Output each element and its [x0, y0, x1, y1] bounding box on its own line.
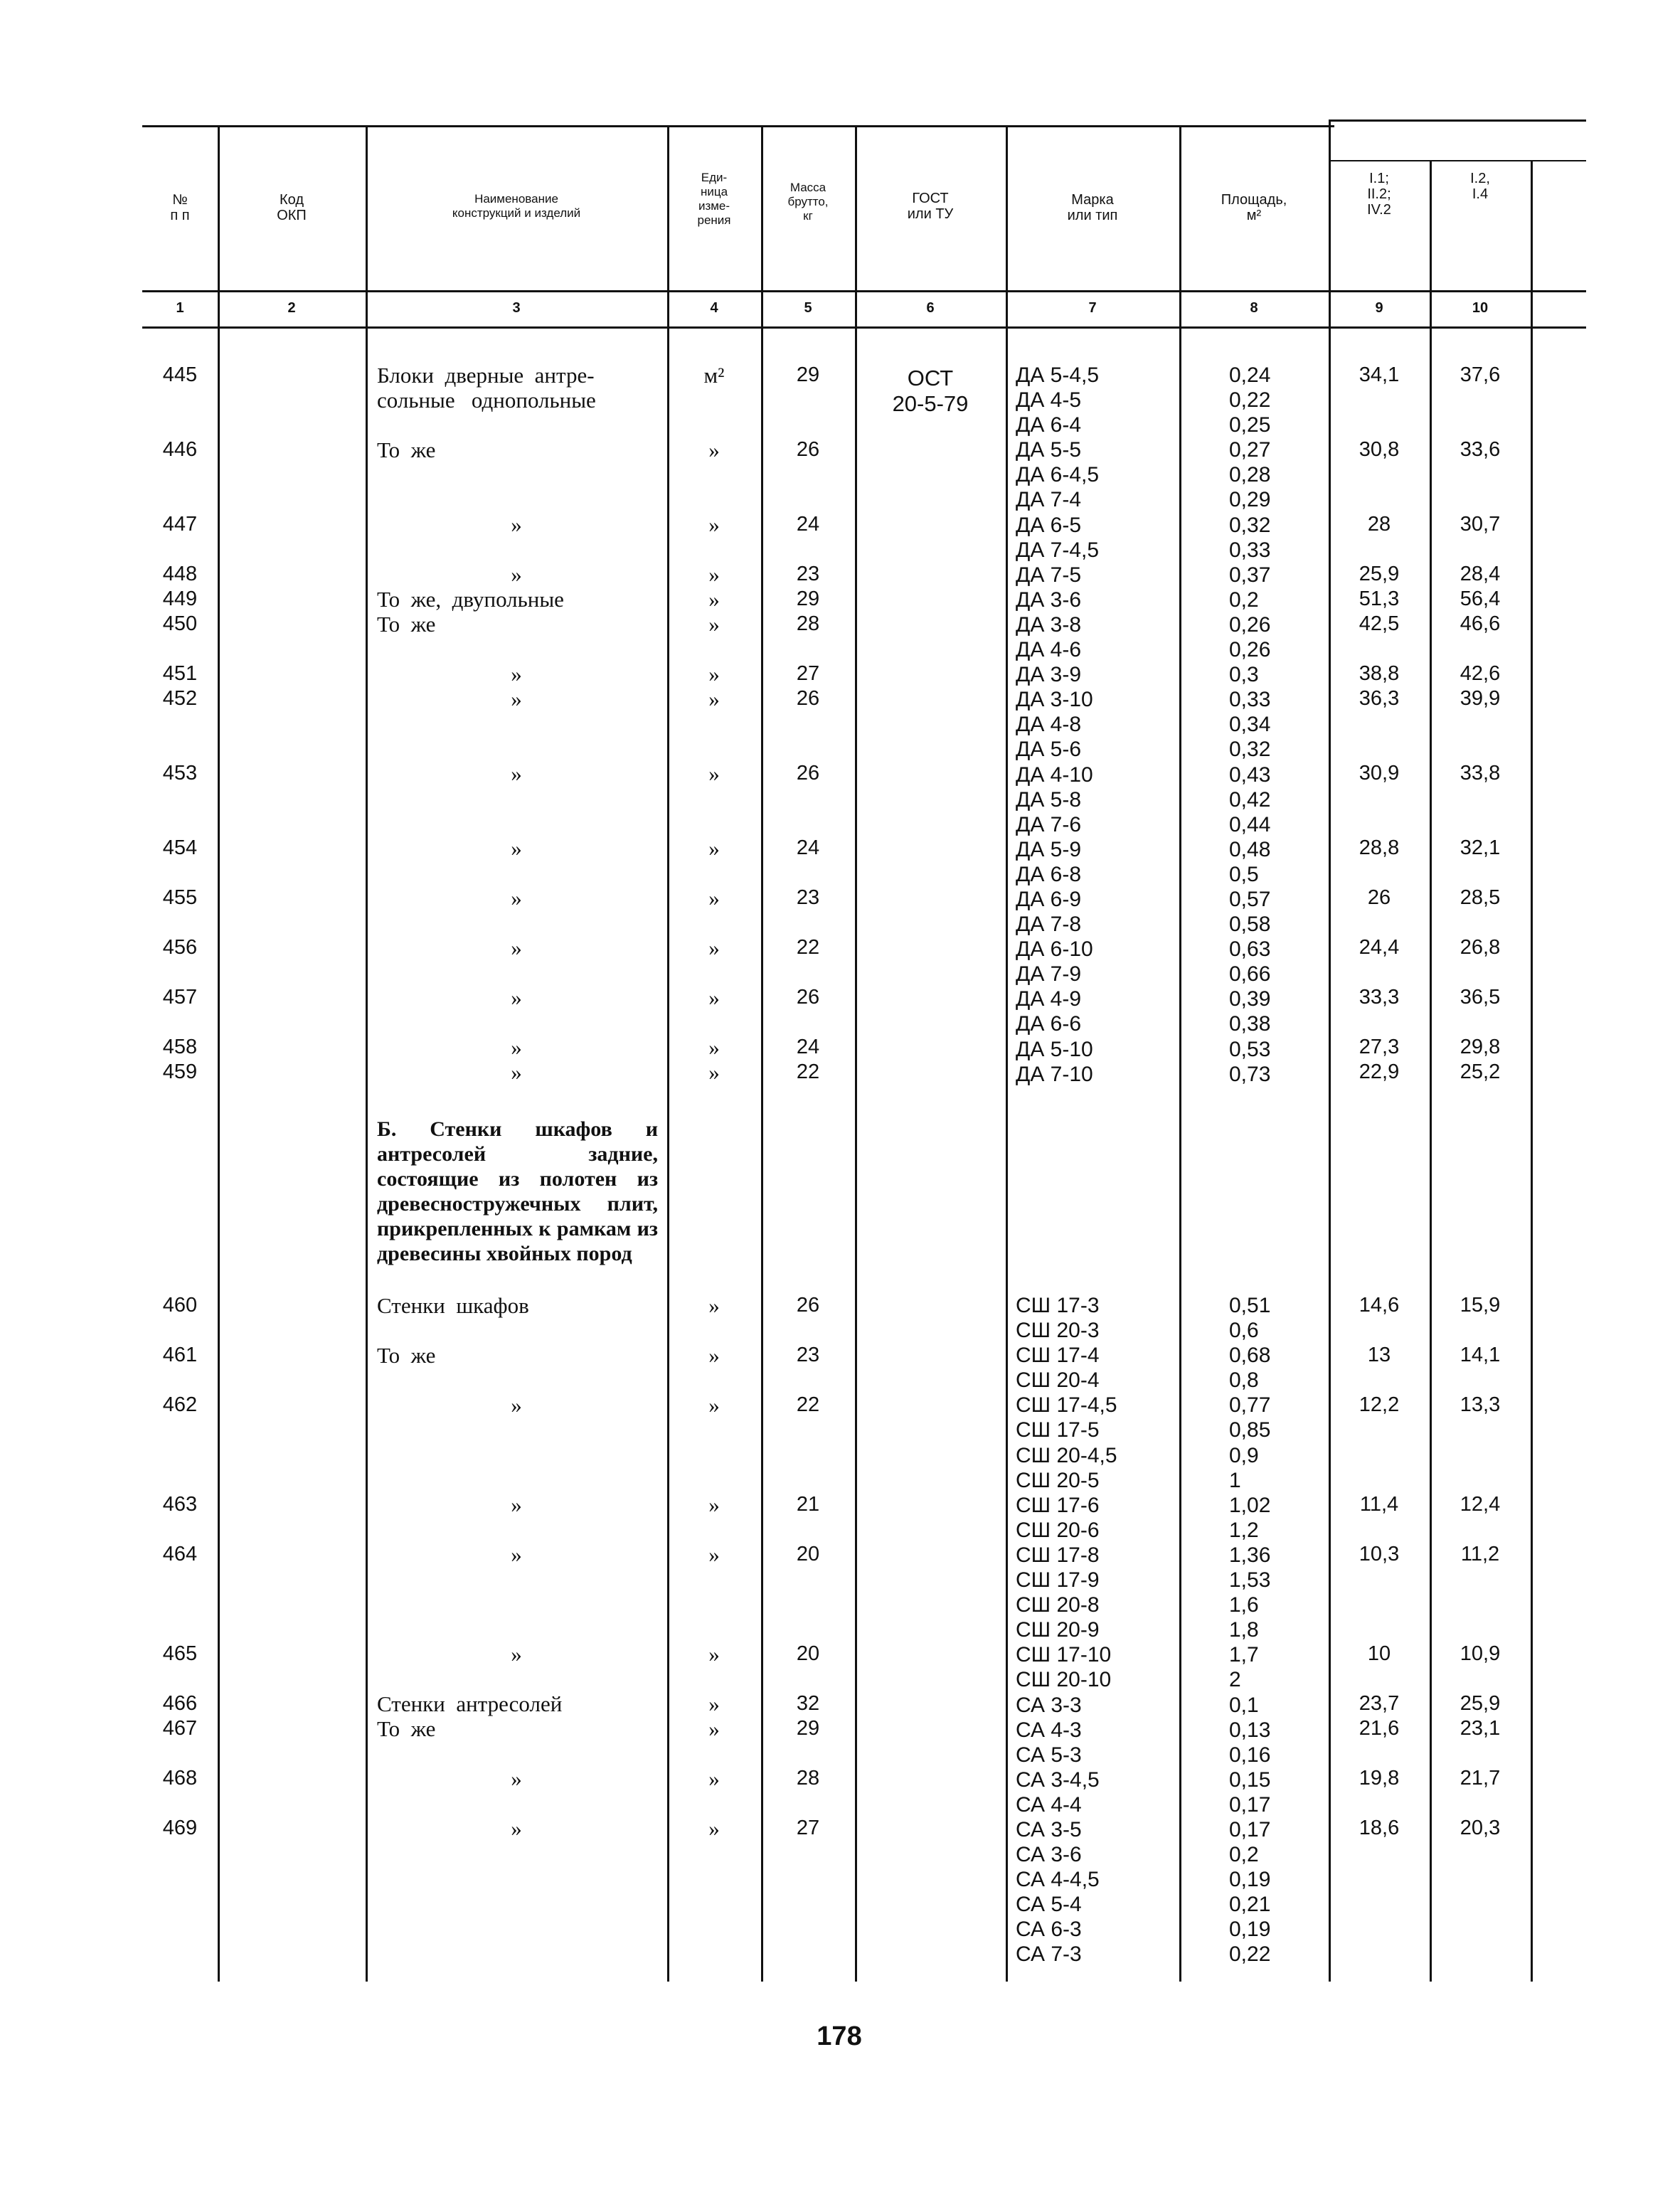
header-unit: Еди- ница изме- рения [697, 171, 731, 227]
row-mass: 22 [796, 1393, 820, 1416]
areas-list-b: 0,51 0,6 0,68 0,8 0,77 0,85 0,9 1 1,02 1,2 1,36 1,53 1,6 1,8 1,7 2 0,1 0,13 0,16 0,15 0,17 0,17 0,2 0,19 0,21 0,19 0,22 [1229, 1294, 1271, 1967]
row-mass: 29 [796, 588, 820, 610]
row-coef-2: 25,9 [1460, 1692, 1501, 1715]
row-mass: 23 [796, 886, 820, 909]
row-coef-2: 20,3 [1460, 1817, 1501, 1839]
row-number: 462 [162, 1393, 198, 1416]
row-number: 457 [162, 986, 198, 1009]
row-number: 461 [162, 1344, 198, 1366]
header-name: Наименование конструкций и изделий [452, 192, 581, 220]
column-number: 3 [512, 300, 521, 316]
row-number: 449 [162, 588, 198, 610]
row-coef-2: 15,9 [1460, 1294, 1501, 1317]
col-divider [1531, 160, 1533, 1982]
col-divider [1179, 125, 1181, 1982]
row-unit: » [708, 1816, 720, 1841]
row-coef-2: 23,1 [1460, 1717, 1501, 1740]
row-coef-1: 51,3 [1359, 588, 1400, 610]
row-number: 468 [162, 1767, 198, 1790]
row-number: 458 [162, 1036, 198, 1058]
row-number: 455 [162, 886, 198, 909]
row-mass: 26 [796, 762, 820, 785]
row-number: 448 [162, 563, 198, 585]
row-unit: » [708, 935, 720, 960]
row-number: 464 [162, 1543, 198, 1565]
row-coef-1: 38,8 [1359, 662, 1400, 685]
row-coef-1: 11,4 [1359, 1493, 1399, 1516]
row-coef-1: 36,3 [1359, 687, 1400, 710]
column-number: 10 [1472, 300, 1489, 316]
row-mass: 26 [796, 687, 820, 710]
row-unit: » [708, 437, 720, 462]
column-number: 7 [1088, 300, 1097, 316]
row-coef-1: 18,6 [1359, 1817, 1400, 1839]
row-number: 463 [162, 1493, 198, 1516]
col-divider [218, 125, 220, 1982]
row-name: » [511, 512, 522, 537]
page-number: 178 [817, 2021, 862, 2051]
row-coef-1: 24,4 [1359, 936, 1400, 959]
row-coef-1: 10,3 [1359, 1543, 1400, 1565]
row-number: 447 [162, 513, 198, 536]
row-number: 467 [162, 1717, 198, 1740]
row-name: » [511, 1035, 522, 1060]
row-number: 454 [162, 836, 198, 859]
row-mass: 23 [796, 1344, 820, 1366]
row-unit: » [708, 1060, 720, 1085]
header-number: № п п [170, 192, 190, 223]
row-unit: » [708, 886, 720, 910]
row-coef-1: 28,8 [1359, 836, 1400, 859]
column-number: 4 [710, 300, 718, 316]
row-coef-2: 39,9 [1460, 687, 1501, 710]
row-name: » [511, 886, 522, 910]
row-mass: 22 [796, 1060, 820, 1083]
header-mark: Марка или тип [1067, 192, 1118, 223]
row-number: 456 [162, 936, 198, 959]
row-unit: » [708, 686, 720, 711]
header-coef-1: I.1; II.2; IV.2 [1367, 171, 1391, 218]
row-number: 460 [162, 1294, 198, 1317]
row-coef-1: 23,7 [1359, 1692, 1400, 1715]
row-unit: » [708, 512, 720, 537]
row-coef-1: 12,2 [1359, 1393, 1400, 1416]
row-coef-1: 27,3 [1359, 1036, 1400, 1058]
row-unit: м² [703, 363, 725, 388]
column-number: 8 [1250, 300, 1258, 316]
row-name: » [511, 836, 522, 861]
marks-list-b: СШ 17-3 СШ 20-3 СШ 17-4 СШ 20-4 СШ 17-4,5 СШ 17-5 СШ 20-4,5 СШ 20-5 СШ 17-6 СШ 20-6 СШ 17-8 СШ 17-9 СШ 20-8 СШ 20-9 СШ 17-10 СШ 20-10 СА 3-3 СА 4-3 СА 5-3 СА 3-4,5 СА 4-4 СА 3-5 СА 3-6 СА 4-4,5 СА 5-4 СА 6-3 СА 7-3 [1016, 1294, 1117, 1967]
row-coef-2: 33,6 [1460, 438, 1501, 461]
row-coef-1: 22,9 [1359, 1060, 1400, 1083]
row-unit: » [708, 562, 720, 587]
row-name: » [511, 1816, 522, 1841]
row-unit: » [708, 1542, 720, 1567]
row-mass: 20 [796, 1642, 820, 1665]
gost-reference: ОСТ 20-5-79 [892, 366, 969, 416]
row-coef-1: 13 [1367, 1344, 1391, 1366]
row-unit: » [708, 761, 720, 786]
row-coef-2: 12,4 [1460, 1493, 1501, 1516]
row-name: » [511, 686, 522, 711]
row-mass: 26 [796, 438, 820, 461]
row-coef-2: 32,1 [1460, 836, 1501, 859]
column-number: 6 [926, 300, 935, 316]
row-number: 465 [162, 1642, 198, 1665]
row-coef-2: 28,4 [1460, 563, 1501, 585]
row-coef-2: 26,8 [1460, 936, 1501, 959]
row-name: » [511, 1492, 522, 1517]
row-name: » [511, 661, 522, 686]
header-okp-code: Код ОКП [277, 192, 307, 223]
row-mass: 29 [796, 1717, 820, 1740]
row-unit: » [708, 1642, 720, 1666]
areas-list-a: 0,24 0,22 0,25 0,27 0,28 0,29 0,32 0,33 0,37 0,2 0,26 0,26 0,3 0,33 0,34 0,32 0,43 0,42 0,44 0,48 0,5 0,57 0,58 0,63 0,66 0,39 0,38 0,53 0,73 [1229, 363, 1271, 1086]
row-mass: 24 [796, 1036, 820, 1058]
row-name: » [511, 985, 522, 1010]
row-unit: » [708, 612, 720, 637]
row-coef-2: 28,5 [1460, 886, 1501, 909]
row-coef-1: 14,6 [1359, 1294, 1400, 1317]
section-b-heading: Б. Стенки шкафов и антресолей задние, состоящие из полотен из древесностружечных плит, прикрепленных к рамкам из древесины хвойных пород [377, 1117, 658, 1265]
row-number: 452 [162, 687, 198, 710]
row-unit: » [708, 1035, 720, 1060]
row-mass: 32 [796, 1692, 820, 1715]
row-unit: » [708, 1293, 720, 1318]
row-coef-1: 30,9 [1359, 762, 1400, 785]
row-coef-1: 42,5 [1359, 612, 1400, 635]
column-number: 2 [287, 300, 296, 316]
header-top-rule-right [1329, 119, 1586, 122]
row-unit: » [708, 1691, 720, 1716]
row-name: Стенки антресолей [377, 1691, 563, 1716]
row-coef-2: 30,7 [1460, 513, 1501, 536]
row-mass: 24 [796, 513, 820, 536]
row-unit: » [708, 1492, 720, 1517]
row-mass: 26 [796, 986, 820, 1009]
row-coef-1: 34,1 [1359, 363, 1400, 386]
row-coef-2: 14,1 [1460, 1344, 1501, 1366]
row-mass: 20 [796, 1543, 820, 1565]
row-mass: 23 [796, 563, 820, 585]
row-name: » [511, 1542, 522, 1567]
row-coef-2: 25,2 [1460, 1060, 1501, 1083]
row-name: Стенки шкафов [377, 1293, 529, 1318]
col-divider [1006, 125, 1008, 1982]
row-coef-2: 37,6 [1460, 363, 1501, 386]
header-area: Площадь, м² [1221, 192, 1287, 223]
row-name: » [511, 1642, 522, 1666]
row-coef-1: 21,6 [1359, 1717, 1400, 1740]
row-number: 450 [162, 612, 198, 635]
row-name: Блоки дверные антре- сольные однопольные [377, 363, 596, 413]
header-coef-2: I.2, I.4 [1470, 171, 1490, 202]
column-number: 9 [1375, 300, 1383, 316]
row-mass: 27 [796, 662, 820, 685]
row-coef-1: 33,3 [1359, 986, 1400, 1009]
row-coef-1: 10 [1367, 1642, 1391, 1665]
row-unit: » [708, 1766, 720, 1791]
row-coef-2: 46,6 [1460, 612, 1501, 635]
row-unit: » [708, 1393, 720, 1418]
row-name: » [511, 562, 522, 587]
row-coef-2: 42,6 [1460, 662, 1501, 685]
row-coef-1: 26 [1367, 886, 1391, 909]
row-unit: » [708, 587, 720, 612]
row-coef-1: 28 [1367, 513, 1391, 536]
row-coef-1: 30,8 [1359, 438, 1400, 461]
row-number: 445 [162, 363, 198, 386]
row-number: 453 [162, 762, 198, 785]
row-mass: 29 [796, 363, 820, 386]
row-mass: 27 [796, 1817, 820, 1839]
row-number: 446 [162, 438, 198, 461]
row-coef-2: 36,5 [1460, 986, 1501, 1009]
row-unit: » [708, 1716, 720, 1741]
row-coef-2: 10,9 [1460, 1642, 1501, 1665]
header-top-rule [142, 125, 1334, 127]
column-numbers-rule [142, 326, 1586, 329]
row-coef-2: 21,7 [1460, 1767, 1501, 1790]
row-mass: 21 [796, 1493, 820, 1516]
header-bottom-rule [142, 290, 1586, 292]
row-unit: » [708, 836, 720, 861]
header-gost: ГОСТ или ТУ [907, 191, 954, 222]
row-name: То же, двупольные [377, 587, 564, 612]
row-mass: 24 [796, 836, 820, 859]
row-name: То же [377, 612, 436, 637]
column-number: 1 [176, 300, 184, 316]
row-coef-1: 19,8 [1359, 1767, 1400, 1790]
row-name: » [511, 1766, 522, 1791]
row-mass: 28 [796, 1767, 820, 1790]
row-mass: 28 [796, 612, 820, 635]
row-coef-2: 29,8 [1460, 1036, 1501, 1058]
header-mass: Масса брутто, кг [787, 181, 829, 223]
row-name: » [511, 761, 522, 786]
row-coef-1: 25,9 [1359, 563, 1400, 585]
row-name: То же [377, 1343, 436, 1368]
row-coef-2: 33,8 [1460, 762, 1501, 785]
row-coef-2: 11,2 [1460, 1543, 1500, 1565]
row-unit: » [708, 985, 720, 1010]
column-number: 5 [804, 300, 812, 316]
row-number: 451 [162, 662, 198, 685]
row-name: » [511, 1393, 522, 1418]
row-number: 459 [162, 1060, 198, 1083]
row-unit: » [708, 1343, 720, 1368]
row-unit: » [708, 661, 720, 686]
row-coef-2: 13,3 [1460, 1393, 1501, 1416]
row-name: То же [377, 1716, 436, 1741]
row-number: 469 [162, 1817, 198, 1839]
row-name: » [511, 1060, 522, 1085]
row-coef-2: 56,4 [1460, 588, 1501, 610]
row-number: 466 [162, 1692, 198, 1715]
row-mass: 22 [796, 936, 820, 959]
row-name: То же [377, 437, 436, 462]
row-mass: 26 [796, 1294, 820, 1317]
row-name: » [511, 935, 522, 960]
subheader-rule [1329, 160, 1586, 161]
marks-list-a: ДА 5-4,5 ДА 4-5 ДА 6-4 ДА 5-5 ДА 6-4,5 ДА 7-4 ДА 6-5 ДА 7-4,5 ДА 7-5 ДА 3-6 ДА 3-8 ДА 4-6 ДА 3-9 ДА 3-10 ДА 4-8 ДА 5-6 ДА 4-10 ДА 5-8 ДА 7-6 ДА 5-9 ДА 6-8 ДА 6-9 ДА 7-8 ДА 6-10 ДА 7-9 ДА 4-9 ДА 6-6 ДА 5-10 ДА 7-10 [1016, 363, 1100, 1086]
